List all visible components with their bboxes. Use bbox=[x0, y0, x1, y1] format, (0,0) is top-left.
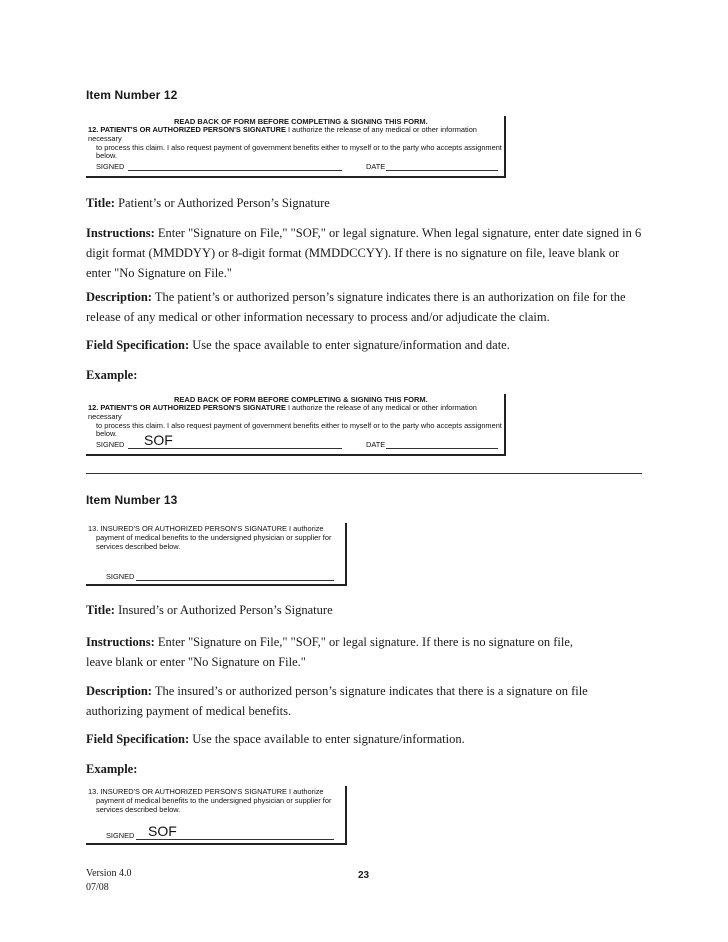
form-line3: services described below. bbox=[96, 541, 181, 551]
form-header: READ BACK OF FORM BEFORE COMPLETING & SIGNING THIS FORM. bbox=[174, 395, 428, 404]
signed-label: SIGNED bbox=[96, 162, 125, 171]
item12-field-spec bbox=[86, 335, 646, 355]
field-spec-label: Field Specification: bbox=[86, 338, 190, 352]
form-line2: to process this claim. I also request payment of government benefits either to myself or to the party who accepts assignment bbox=[96, 142, 502, 152]
footer-version: Version 4.0 bbox=[86, 868, 132, 879]
date-line bbox=[386, 170, 498, 171]
instructions-label: Instructions: bbox=[86, 635, 155, 649]
item12-form-image bbox=[86, 116, 506, 178]
form-field-title: 12. PATIENT'S OR AUTHORIZED PERSON'S SIGNATURE bbox=[88, 125, 286, 134]
field-spec-text: Use the space available to enter signature/information and date. bbox=[189, 338, 510, 352]
title-text: Patient’s or Authorized Person’s Signature bbox=[114, 196, 330, 210]
instructions-text: Enter "Signature on File," "SOF," or legal signature. If there is no signature on file, bbox=[154, 635, 574, 649]
form-line2: payment of medical benefits to the undersigned physician or supplier for bbox=[96, 795, 332, 805]
form-line3: below. bbox=[96, 151, 117, 161]
form-line2: to process this claim. I also request payment of government benefits either to myself or to the party who accepts assignment bbox=[96, 420, 502, 430]
example-label: Example: bbox=[86, 762, 138, 776]
signed-label: SIGNED bbox=[106, 831, 135, 840]
item12-example-label bbox=[86, 365, 646, 385]
signed-line bbox=[136, 580, 334, 581]
form-line2: payment of medical benefits to the undersigned physician or supplier for bbox=[96, 532, 332, 542]
item13-description bbox=[86, 681, 646, 721]
form-line3: services described below. bbox=[96, 804, 181, 814]
instructions-text: Enter "Signature on File," "SOF," or legal signature. When legal signature, enter date signed in 6 digit format (MMDDYY) or 8-digit format (MMDDCCYY). If there is no signature on file, leave blank or enter "No Signature on File." bbox=[86, 226, 642, 280]
signature-value: SOF bbox=[148, 823, 177, 839]
section-divider bbox=[86, 473, 642, 474]
signed-label: SIGNED bbox=[96, 440, 125, 449]
form-field-title: 12. PATIENT'S OR AUTHORIZED PERSON'S SIGNATURE bbox=[88, 403, 286, 412]
field-spec-text: Use the space available to enter signature/information. bbox=[189, 732, 465, 746]
item13-instructions bbox=[86, 632, 646, 672]
item12-heading: Item Number 12 bbox=[86, 88, 178, 102]
instructions-text-line2: leave blank or enter "No Signature on File." bbox=[86, 655, 306, 669]
page-number: 23 bbox=[358, 870, 370, 881]
item13-title bbox=[86, 600, 646, 620]
item12-description bbox=[86, 287, 646, 327]
signed-label: SIGNED bbox=[106, 572, 135, 581]
signed-line bbox=[136, 839, 334, 840]
form-header: READ BACK OF FORM BEFORE COMPLETING & SIGNING THIS FORM. bbox=[174, 117, 428, 126]
item12-example-form-image bbox=[86, 394, 506, 456]
form-text bbox=[88, 788, 344, 814]
footer-version-block bbox=[86, 867, 132, 895]
date-label: DATE bbox=[366, 440, 386, 449]
signed-line bbox=[128, 170, 342, 171]
item13-example-label bbox=[86, 759, 646, 779]
form-line3: below. bbox=[96, 429, 117, 439]
description-label: Description: bbox=[86, 684, 152, 698]
title-label: Title: bbox=[86, 603, 115, 617]
signature-value: SOF bbox=[144, 432, 173, 448]
title-text: Insured’s or Authorized Person’s Signature bbox=[114, 603, 333, 617]
form-line1: 13. INSURED'S OR AUTHORIZED PERSON'S SIGNATURE I authorize bbox=[88, 524, 324, 533]
item13-example-form-image bbox=[86, 786, 347, 845]
form-text bbox=[88, 126, 502, 161]
item13-heading: Item Number 13 bbox=[86, 493, 178, 507]
title-label: Title: bbox=[86, 196, 115, 210]
signed-line bbox=[128, 448, 342, 449]
description-text: The patient’s or authorized person’s signature indicates there is an authorization on file for the release of any medical or other information necessary to process and/or adjudicate the claim. bbox=[86, 290, 626, 324]
form-line1: 13. INSURED'S OR AUTHORIZED PERSON'S SIGNATURE I authorize bbox=[88, 787, 324, 796]
form-line1: I authorize the release of any medical or other information necessary bbox=[88, 125, 477, 143]
item13-form-image bbox=[86, 523, 347, 586]
field-spec-label: Field Specification: bbox=[86, 732, 190, 746]
description-label: Description: bbox=[86, 290, 152, 304]
footer-date: 07/08 bbox=[86, 882, 109, 893]
item12-title bbox=[86, 193, 646, 213]
date-label: DATE bbox=[366, 162, 386, 171]
instructions-label: Instructions: bbox=[86, 226, 155, 240]
form-text bbox=[88, 525, 344, 551]
description-text: The insured’s or authorized person’s signature indicates that there is a signature on file authorizing payment of medical benefits. bbox=[86, 684, 588, 718]
date-line bbox=[386, 448, 498, 449]
item13-field-spec bbox=[86, 729, 646, 749]
example-label: Example: bbox=[86, 368, 138, 382]
form-line1: I authorize the release of any medical or other information necessary bbox=[88, 403, 477, 421]
item12-instructions bbox=[86, 223, 646, 283]
